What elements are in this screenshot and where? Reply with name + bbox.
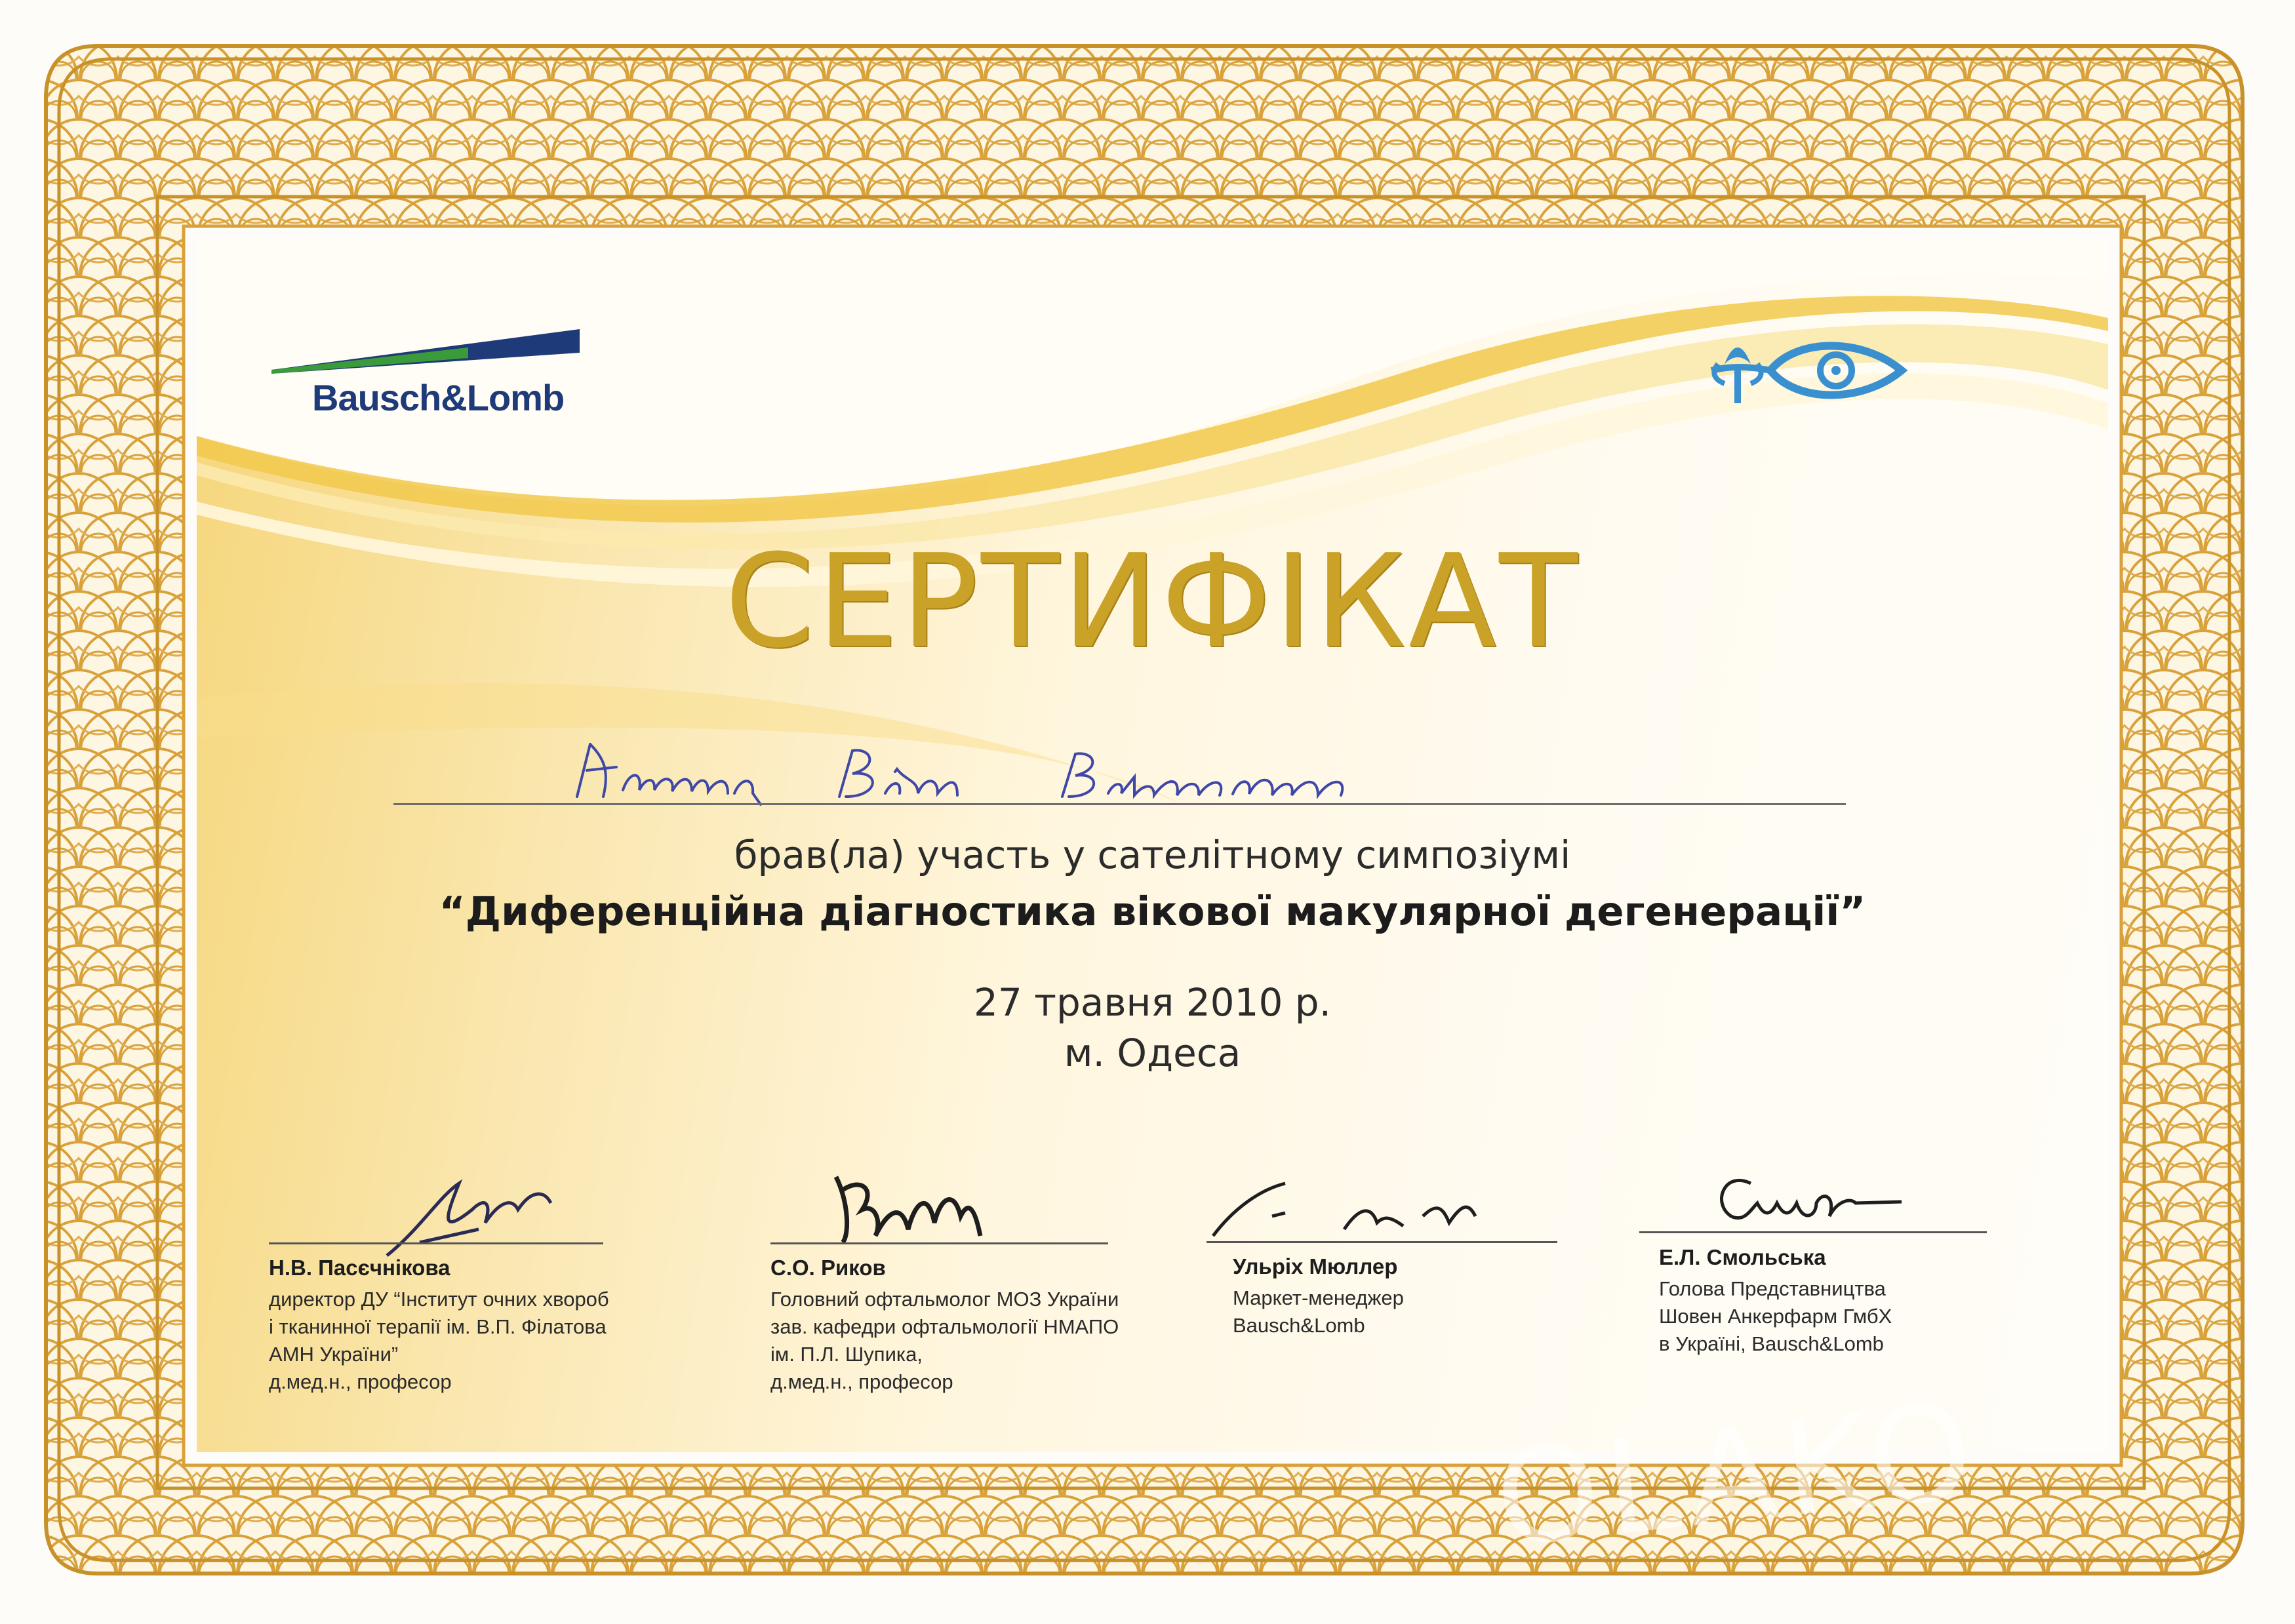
signatory-block [1639, 1164, 2006, 1387]
signature-line [1639, 1231, 1987, 1233]
symposium-title: “Диференційна діагностика вікової макулярної дегенерації” [439, 888, 1866, 935]
eye-emblem-icon [1698, 325, 1915, 416]
signatory-role: Головний офтальмолог МОЗ України зав. кафедри офтальмології НМАПО ім. П.Л. Шупика, д.мед.н., професор [770, 1288, 1119, 1393]
watermark: OLAKO [1488, 1374, 1986, 1577]
certificate-title: СЕРТИФІКАТ [725, 527, 1580, 677]
signature-image [1711, 1164, 1908, 1236]
certificate-body [197, 239, 2108, 1452]
signatory-name: Е.Л. Смольська [1659, 1245, 1826, 1269]
signatory-name: С.О. Риков [770, 1256, 886, 1280]
signature-line [770, 1242, 1108, 1244]
participation-text: брав(ла) участь у сателітному симпозіумі [734, 833, 1571, 877]
event-date: 27 травня 2010 р. [973, 980, 1332, 1025]
signatory-block [1207, 1164, 1574, 1360]
signatory-role: Маркет-менеджер Bausch&Lomb [1233, 1286, 1404, 1337]
signatory-role: Голова Представництва Шовен Анкерфарм ГмбХ в Україні, Bausch&Lomb [1659, 1277, 1892, 1355]
signature-image [823, 1164, 993, 1256]
signatory-name: Ульріх Мюллер [1233, 1254, 1398, 1278]
recipient-name-line [393, 803, 1846, 805]
signature-image [1207, 1177, 1508, 1242]
event-city: м. Одеса [1064, 1031, 1241, 1075]
logo-text: Bausch&Lomb [312, 377, 565, 418]
bausch-lomb-logo [271, 329, 580, 434]
signatory-name: Н.В. Пасєчнікова [269, 1256, 450, 1280]
signatory-block [770, 1164, 1138, 1413]
signatory-block [269, 1164, 636, 1413]
recipient-name-handwriting [564, 731, 1613, 810]
signature-line [269, 1242, 603, 1244]
signature-line [1207, 1241, 1557, 1243]
signature-image [380, 1170, 577, 1262]
logo-swoosh-icon [271, 329, 580, 375]
signatory-role: директор ДУ “Інститут очних хвороб і тканинної терапії ім. В.П. Філатова АМН України” д.мед.н., професор [269, 1288, 609, 1393]
